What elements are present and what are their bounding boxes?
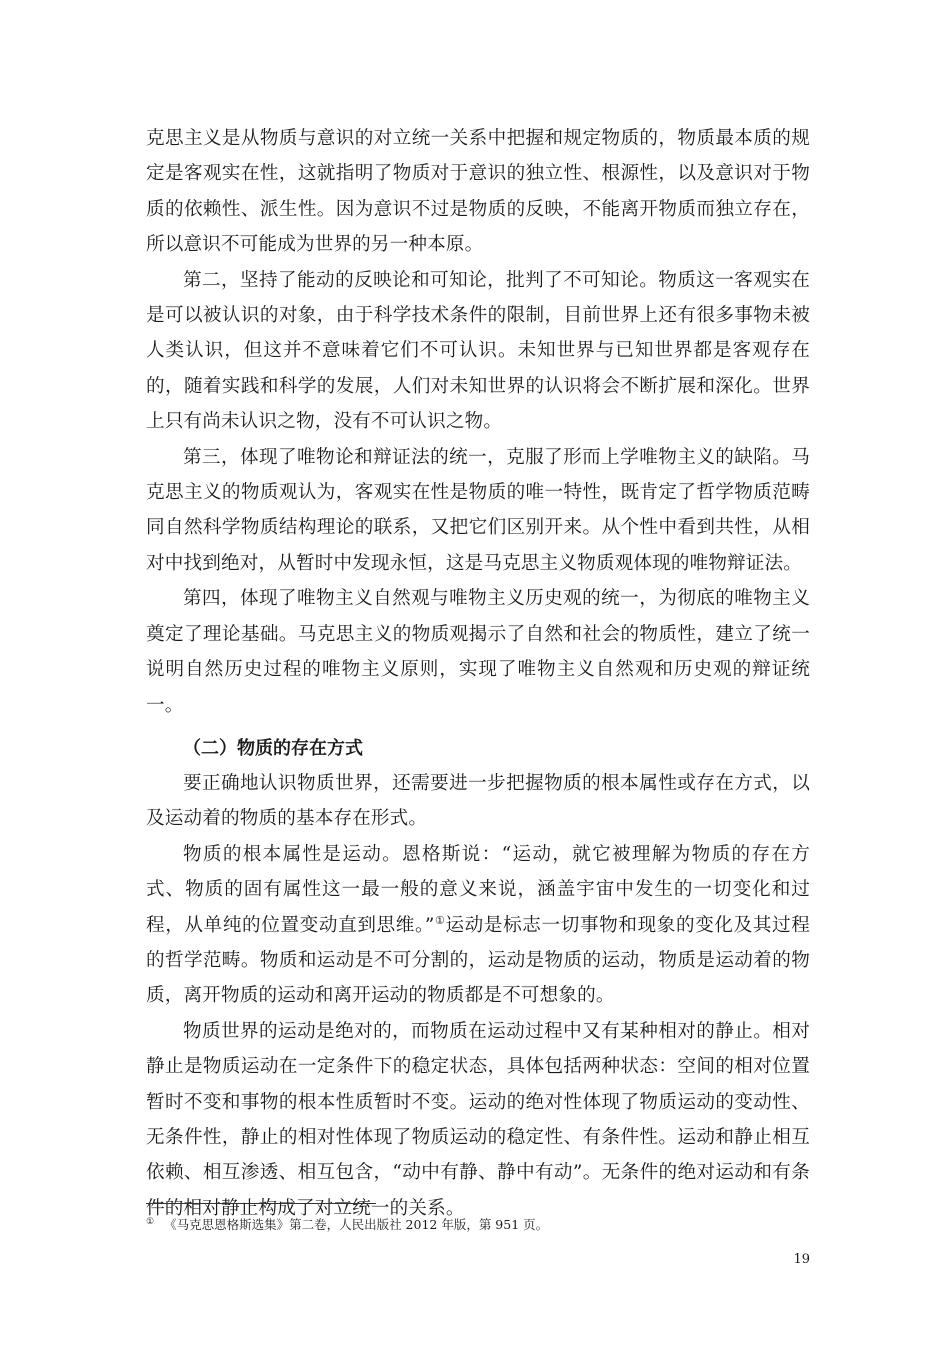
paragraph-intro: 要正确地认识物质世界，还需要进一步把握物质的根本属性或存在方式，以及运动着的物质的基本存在形式。 [146,772,810,830]
footnote [146,1212,810,1235]
footnote-number: ① [146,1217,155,1227]
footnote-divider [146,1203,376,1204]
paragraph-continued: 克思主义是从物质与意识的对立统一关系中把握和规定物质的，物质最本质的规定是客观实在性，这就指明了物质对于意识的独立性、根源性，以及意识对于物质的依赖性、派生性。因为意识不过是物质的反映，不能离开物质而独立存在，所以意识不可能成为世界的另一种本原。 [146,128,810,256]
section-heading: （二）物质的存在方式 [183,737,363,759]
main-text [146,121,810,1226]
quote-text: 物质的根本属性是运动。恩格斯说：“运动，就它被理解为物质的存在方式、物质的固有属性这一最一般的意义来说，涵盖宇宙中发生的一切变化和过程，从单纯的位置变动直到思维。” [146,843,810,936]
paragraph-point-four: 第四，体现了唯物主义自然观与唯物主义历史观的统一，为彻底的唯物主义奠定了理论基础。马克思主义的物质观揭示了自然和社会的物质性，建立了统一说明自然历史过程的唯物主义原则，实现了唯物主义自然观和历史观的辩证统一。 [146,588,810,716]
quote-followup-text: 运动是标志一切事物和现象的变化及其过程的哲学范畴。物质和运动是不可分割的，运动是物质的运动，物质是运动着的物质，离开物质的运动和离开运动的物质都是不可想象的。 [146,914,810,1007]
footnote-reference[interactable]: ① [434,913,446,927]
paragraph-motion-rest: 物质世界的运动是绝对的，而物质在运动过程中又有某种相对的静止。相对静止是物质运动在一定条件下的稳定状态，具体包括两种状态：空间的相对位置暂时不变和事物的根本性质暂时不变。运动的绝对性体现了物质运动的变动性、无条件性，静止的相对性体现了物质运动的稳定性、有条件性。运动和静止相互依赖、相互渗透、相互包含，“动中有静、静中有动”。无条件的绝对运动和有条件的相对静止构成了对立统一的关系。 [146,1020,810,1219]
page-number: 19 [793,1252,810,1267]
paragraph-point-two: 第二，坚持了能动的反映论和可知论，批判了不可知论。物质这一客观实在是可以被认识的对象，由于科学技术条件的限制，目前世界上还有很多事物未被人类认识，但这并不意味着它们不可认识。未知世界与已知世界都是客观存在的，随着实践和科学的发展，人们对未知世界的认识将会不断扩展和深化。世界上只有尚未认识之物，没有不可认识之物。 [146,269,810,433]
footnote-text: 《马克思恩格斯选集》第二卷，人民出版社 2012 年版，第 951 页。 [164,1217,549,1233]
paragraph-engels-quote [146,837,810,1014]
paragraph-point-three: 第三，体现了唯物论和辩证法的统一，克服了形而上学唯物主义的缺陷。马克思主义的物质观认为，客观实在性是物质的唯一特性，既肯定了哲学物质范畴同自然科学物质结构理论的联系，又把它们区别开来。从个性中看到共性，从相对中找到绝对，从暂时中发现永恒，这是马克思主义物质观体现的唯物辩证法。 [146,446,810,574]
